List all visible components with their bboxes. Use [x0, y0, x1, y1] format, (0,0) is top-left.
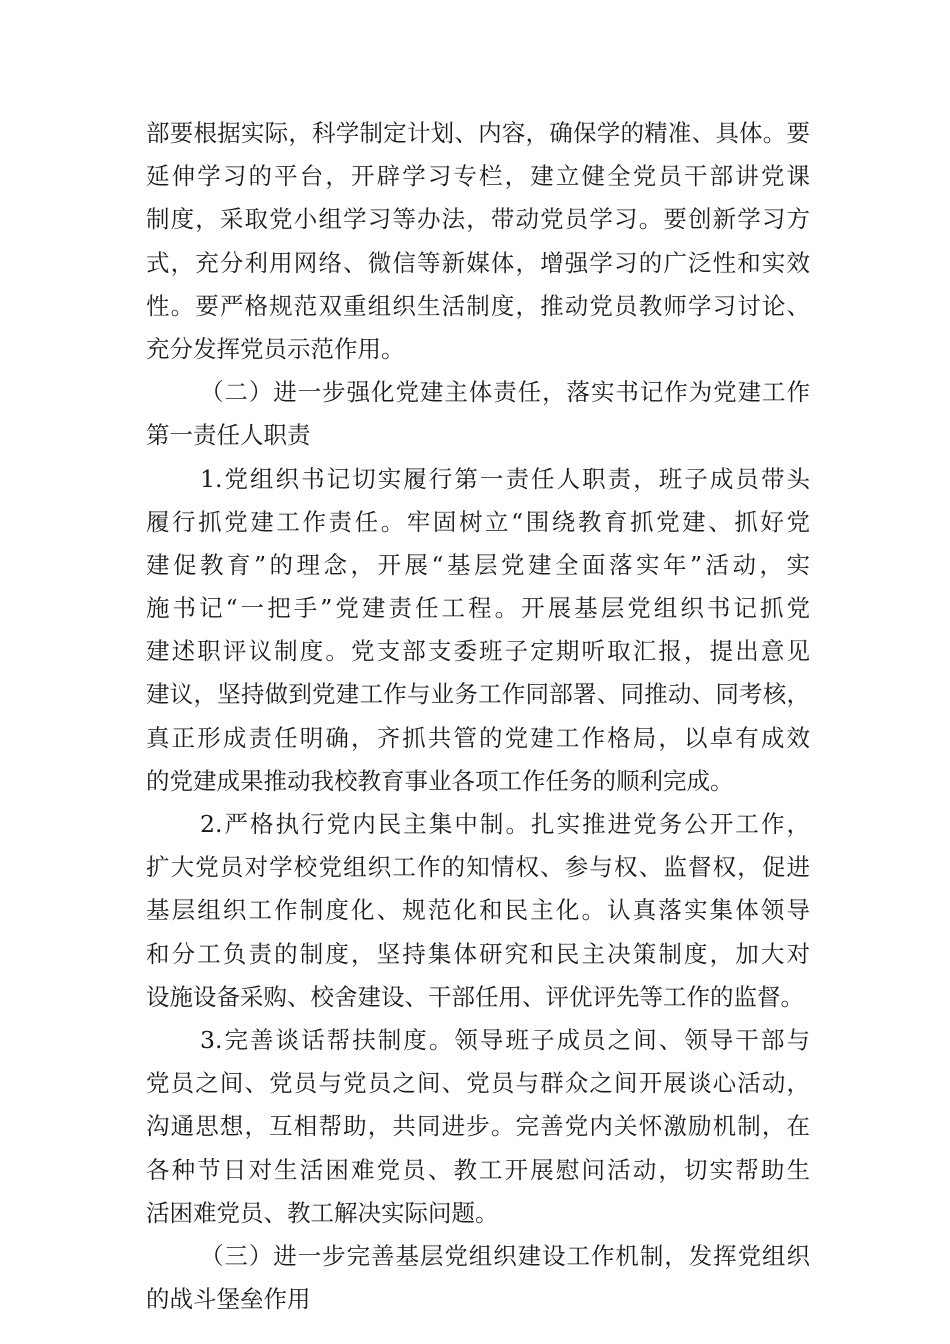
text-line: 建促教育”的理念，开展“基层党建全面落实年”活动，实: [146, 550, 810, 579]
text-line: 活困难党员、教工解决实际问题。: [146, 1198, 499, 1227]
text-line: 和分工负责的制度，坚持集体研究和民主决策制度，加大对: [146, 939, 810, 968]
text-line: 真正形成责任明确，齐抓共管的党建工作格局，以卓有成效: [146, 723, 810, 752]
text-line: 性。要严格规范双重组织生活制度，推动党员教师学习讨论、: [146, 291, 810, 320]
text-line: 各种节日对生活困难党员、教工开展慰问活动，切实帮助生: [146, 1155, 810, 1184]
text-line: 1.党组织书记切实履行第一责任人职责，班子成员带头: [200, 464, 810, 493]
document-body: [146, 112, 810, 1321]
text-line: 的战斗堡垒作用: [146, 1285, 311, 1314]
text-line: 式，充分利用网络、微信等新媒体，增强学习的广泛性和实效: [146, 248, 810, 277]
text-line: 的党建成果推动我校教育事业各项工作任务的顺利完成。: [146, 766, 734, 795]
text-line: 党员之间、党员与党员之间、党员与群众之间开展谈心活动，: [146, 1069, 810, 1098]
text-line: 建议，坚持做到党建工作与业务工作同部署、同推动、同考核，: [146, 680, 810, 709]
text-line: 设施设备采购、校舍建设、干部任用、评优评先等工作的监督。: [146, 982, 804, 1011]
text-line: 充分发挥党员示范作用。: [146, 334, 405, 363]
text-line: 扩大党员对学校党组织工作的知情权、参与权、监督权，促进: [146, 853, 810, 882]
text-line: 第一责任人职责: [146, 421, 311, 450]
text-line: 履行抓党建工作责任。牢固树立“围绕教育抓党建、抓好党: [146, 507, 810, 536]
text-line: 基层组织工作制度化、规范化和民主化。认真落实集体领导: [146, 896, 810, 925]
text-line: 延伸学习的平台，开辟学习专栏，建立健全党员干部讲党课: [146, 162, 810, 191]
text-line: 2.严格执行党内民主集中制。扎实推进党务公开工作，: [200, 810, 810, 838]
text-line: 3.完善谈话帮扶制度。领导班子成员之间、领导干部与: [200, 1025, 810, 1054]
text-line: 制度，采取党小组学习等办法，带动党员学习。要创新学习方: [146, 205, 810, 234]
text-line: 施书记“一把手”党建责任工程。开展基层党组织书记抓党: [146, 594, 810, 623]
text-line: 部要根据实际，科学制定计划、内容，确保学的精准、具体。要: [146, 119, 810, 147]
text-line: （三）进一步完善基层党组织建设工作机制，发挥党组织: [200, 1241, 810, 1270]
text-line: （二）进一步强化党建主体责任，落实书记作为党建工作: [200, 378, 810, 407]
text-line: 建述职评议制度。党支部支委班子定期听取汇报，提出意见: [146, 637, 810, 666]
text-line: 沟通思想，互相帮助，共同进步。完善党内关怀激励机制，在: [146, 1112, 810, 1141]
